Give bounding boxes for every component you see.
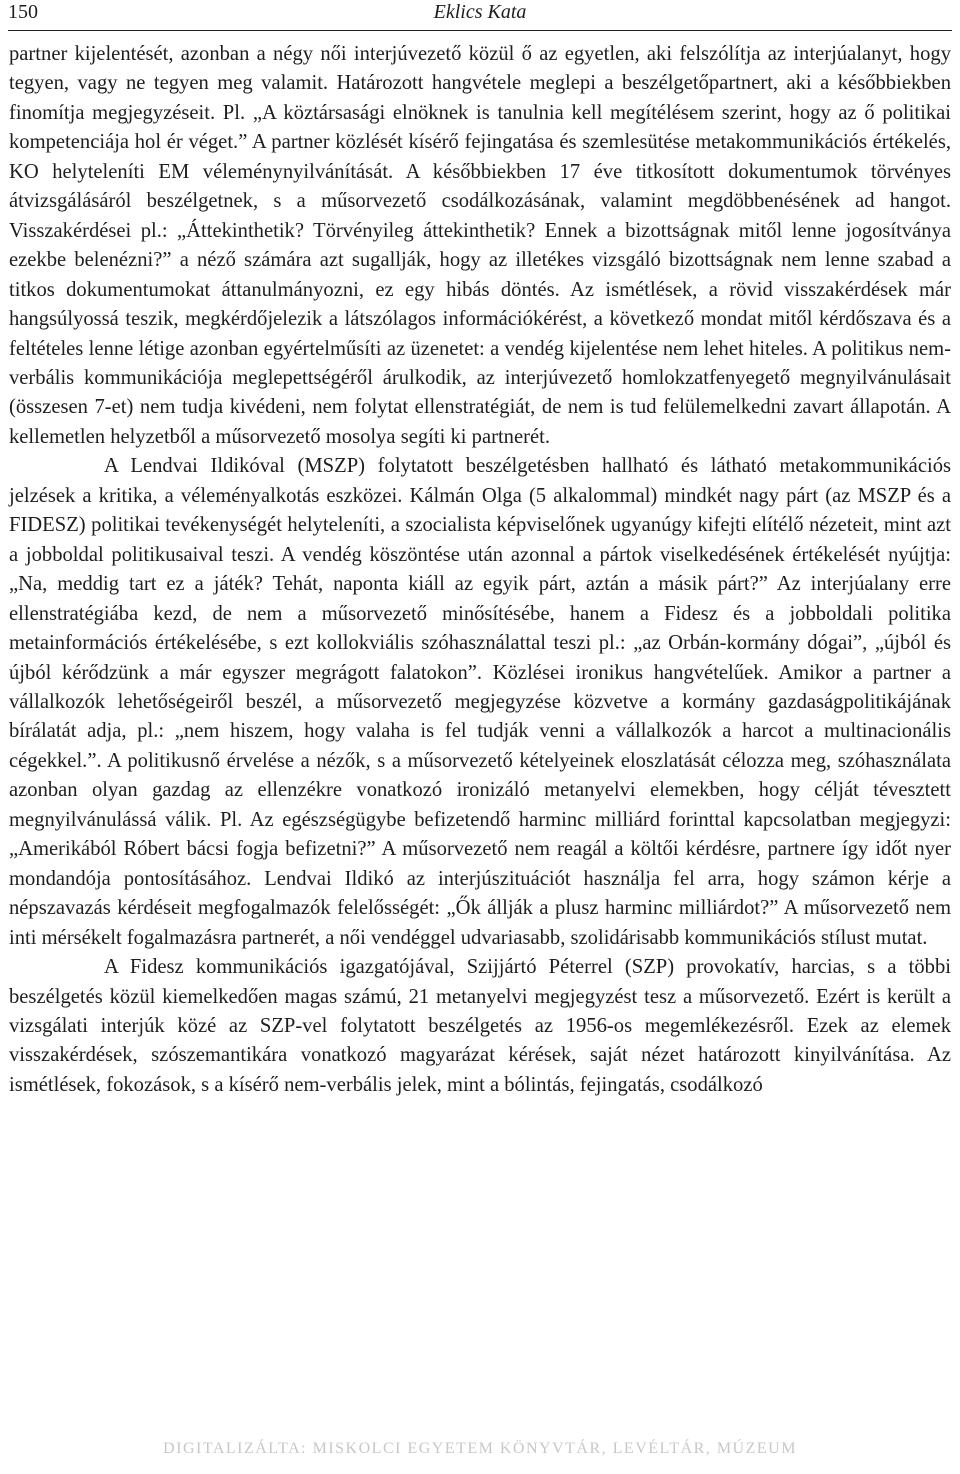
paragraph: A Lendvai Ildikóval (MSZP) folytatott beszélgetésben hallható és látható metakommunikációs jelzések a kritika, a véleményalkotás eszközei. Kálmán Olga (5 alkalommal) mindkét nagy párt (az MSZP és a FIDESZ) politikai tevékenységét helyteleníti, a szocialista képviselőnek ugyanúgy kifejti elítélő nézeteit, mint azt a jobboldal politikusaival teszi. A vendég köszöntése után azonnal a pártok viselkedésének értékelését nyújtja: „Na, meddig tart ez a játék? Tehát, naponta kiáll az egyik párt, aztán a másik párt?” Az interjúalany erre ellenstratégiába kezd, de nem a műsorvezető minősítésébe, hanem a Fidesz és a jobboldali politika metainformációs értékelésébe, s ezt kollokviális szóhasználattal teszi pl.: „az Orbán-kormány dógai”, „újból és újból kérődzünk a már egyszer megrágott falatokon”. Közlései ironikus hangvételűek. Amikor a partner a vállalkozók lehetőségeiről beszél, a műsorvezető megjegyzése közvetve a kormány gazdaságpolitikájának bírálatát adja, pl.: „nem hiszem, hogy valaha is fel tudják venni a vállalkozók a harcot a multinacionális cégekkel.”. A politikusnő érvelése a nézők, s a műsorvezető kételyeinek eloszlatását célozza meg, szóhasználata azonban olyan gazdag az ellenzékre vonatkozó ironizáló metanyelvi elemekben, hogy célját tévesztett megnyilvánulássá válik. Pl. Az egészségügybe befizetendő harminc milliárd forinttal kapcsolatban megjegyzi: „Amerikából Róbert bácsi fogja befizetni?” A műsorvezető nem reagál a költői kérdésre, partnere így időt nyer mondandója pontosításához. Lendvai Ildikó az interjúszituációt használja fel arra, hogy számon kérje a népszavazás kérdéseit megfogalmazók felelősségét: „Ők állják a plusz harminc milliárdot?” A műsorvezető nem inti mérsékelt fogalmazásra partnerét, a női vendéggel udvariasabb, szolidárisabb kommunikációs stílust mutat.	[9, 455, 951, 949]
paragraph: partner kijelentését, azonban a négy női interjúvezető közül ő az egyetlen, aki felszólítja az interjúalanyt, hogy tegyen, vagy ne tegyen meg valamit. Határozott hangvétele meglepi a beszélgetőpartnert, aki a későbbiekben finomítja megjegyzéseit. Pl. „A köztársasági elnöknek is tanulnia kell megítélésem szerint, hogy az ő politikai kompetenciája hol ér véget.” A partner közlését kísérő fejingatása és szemlesütése metakommunikációs értékelés, KO helyteleníti EM véleménynyilvánítását. A későbbiekben 17 éve titkosított dokumentumok törvényes átvizsgálásáról beszélgetnek, s a műsorvezető csodálkozásának, valamint megdöbbenésének ad hangot. Visszakérdései pl.: „Áttekinthetik? Törvényileg áttekinthetik? Ennek a bizottságnak mitől lenne jogosítványa ezekbe belenézni?” a néző számára azt sugallják, hogy az illetékes vizsgáló bizottságnak nem lenne szabad a titkos dokumentumokat áttanulmányozni, ez egy hibás döntés. Az ismétlések, a rövid visszakérdések már hangsúlyossá teszik, megkérdőjelezik a látszólagos információkérést, a következő mondat mitől kérdőszava és a feltételes lenne létige azonban egyértelműsíti az üzenetet: a vendég kijelentése nem lehet hiteles. A politikus nem-verbális kommunikációja meglepettségéről árulkodik, az interjúvezető homlokzatfenyegető megnyilvánulásait (összesen 7-et) nem tudja kivédeni, nem folytat ellenstratégiát, de nem is tud felülemelkedni zavart állapotán. A kellemetlen helyzetből a műsorvezető mosolya segíti ki partnerét.	[9, 43, 951, 448]
page-number: 150	[8, 1, 38, 23]
body-text	[9, 40, 951, 1100]
digitization-watermark: DIGITALIZÁLTA: MISKOLCI EGYETEM KÖNYVTÁR, LEVÉLTÁR, MÚZEUM	[163, 1440, 797, 1457]
page-header	[8, 0, 952, 31]
running-title: Eklics Kata	[433, 1, 527, 23]
paragraph: A Fidesz kommunikációs igazgatójával, Szijjártó Péterrel (SZP) provokatív, harcias, s a többi beszélgetés közül kiemelkedően magas számú, 21 metanyelvi megjegyzést tesz a műsorvezető. Ezért is került a vizsgálati interjúk közé az SZP-vel folytatott beszélgetés az 1956-os megemlékezésről. Ezek az elemek visszakérdések, szószemantikára vonatkozó magyarázat kérések, saját nézet határozott kinyilvánítása. Az ismétlések, fokozások, s a kísérő nem-verbális jelek, mint a bólintás, fejingatás, csodálkozó	[9, 956, 951, 1096]
